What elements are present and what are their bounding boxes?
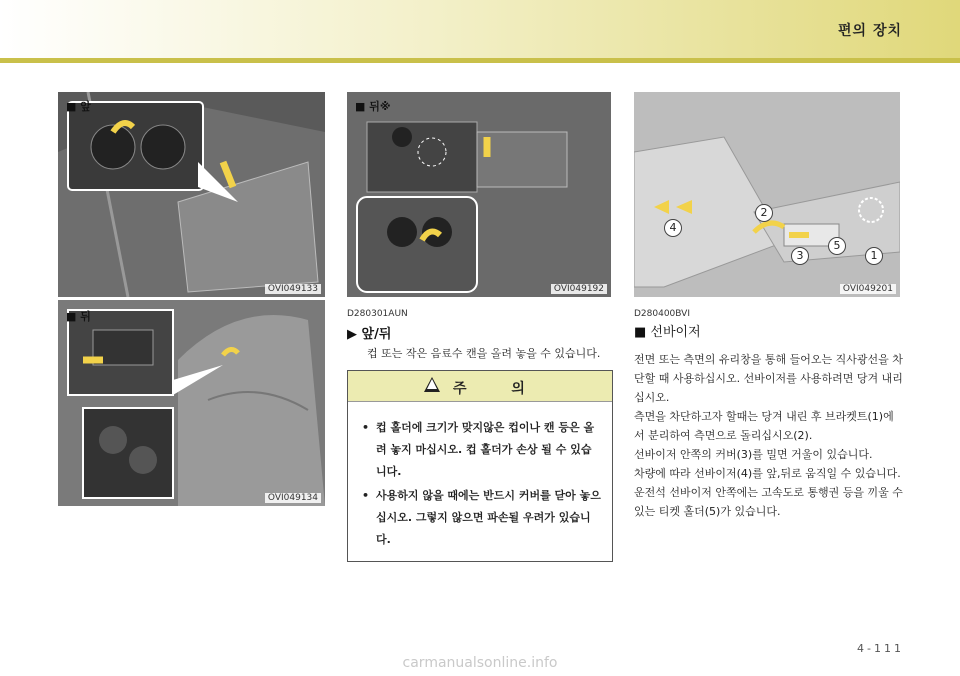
- photo-code: OVI049201: [840, 284, 896, 294]
- header-rule: [0, 58, 960, 63]
- front-cupholder-illustration: [58, 92, 325, 297]
- sunvisor-paragraph: 전면 또는 측면의 유리창을 통해 들어오는 직사광선을 차단할 때 사용하십시오. 선바이저를 사용하려면 당겨 내리십시오.: [634, 353, 903, 404]
- photo-label: ■ 앞: [66, 100, 91, 113]
- caution-item: • 컵 홀더에 크기가 맞지않은 컵이나 캔 등은 올려 놓지 마십시오. 컵 홀더가 손상 될 수 있습니다.: [362, 417, 602, 483]
- sunvisor-paragraph: 측면을 차단하고자 할때는 당겨 내린 후 브라켓트(1)에서 분리하여 측면으로 돌리십시오(2).: [634, 410, 894, 442]
- page-number: 4-111: [857, 642, 904, 655]
- bullet-icon: •: [362, 489, 370, 502]
- bullet-icon: •: [362, 421, 370, 434]
- sunvisor-illustration: [634, 92, 900, 297]
- section-title: 편의 장치: [838, 23, 902, 39]
- caution-item: • 사용하지 않을 때에는 반드시 커버를 닫아 놓으십시오. 그렇지 않으면 파손될 우려가 있습니다.: [362, 485, 602, 551]
- cupholder-body: 컵 또는 작은 음료수 캔을 올려 놓을 수 있습니다.: [367, 347, 601, 360]
- photo-front-cupholder: [58, 92, 325, 297]
- callout-3: 3: [791, 247, 809, 265]
- callout-5: 5: [828, 237, 846, 255]
- rear-console-illustration: [347, 92, 611, 297]
- photo-code: OVI049133: [265, 284, 321, 294]
- sunvisor-ref-code: D280400BVI: [634, 309, 690, 319]
- cupholder-ref-code: D280301AUN: [347, 309, 408, 319]
- photo-code: OVI049134: [265, 493, 321, 503]
- photo-rear-console: [347, 92, 611, 297]
- photo-code: OVI049192: [551, 284, 607, 294]
- photo-label: ■ 뒤: [66, 310, 91, 323]
- callout-1: 1: [865, 247, 883, 265]
- caution-header: [348, 371, 612, 402]
- callout-2: 2: [755, 204, 773, 222]
- sunvisor-paragraph: 선바이저 안쪽의 커버(3)를 밀면 거울이 있습니다.: [634, 448, 873, 461]
- watermark: carmanualsonline.info: [402, 655, 558, 671]
- caution-title: 주 의: [453, 381, 545, 397]
- photo-rear-seat: [58, 300, 325, 506]
- header-bar: [0, 0, 960, 58]
- photo-label: ■ 뒤※: [355, 100, 391, 113]
- photo-sunvisor: [634, 92, 900, 297]
- cupholder-heading: ▶ 앞/뒤: [347, 327, 392, 342]
- warning-triangle-icon: [424, 377, 440, 392]
- rear-seat-illustration: [58, 300, 325, 506]
- callout-4: 4: [664, 219, 682, 237]
- sunvisor-body: [634, 350, 904, 521]
- sunvisor-paragraph: 차량에 따라 선바이저(4)를 앞,뒤로 움직일 수 있습니다. 운전석 선바이저 안쪽에는 고속도로 통행권 등을 끼울 수 있는 티켓 홀더(5)가 있습니다.: [634, 467, 903, 518]
- caution-box: [347, 370, 613, 562]
- sunvisor-heading: ■ 선바이저: [634, 325, 701, 340]
